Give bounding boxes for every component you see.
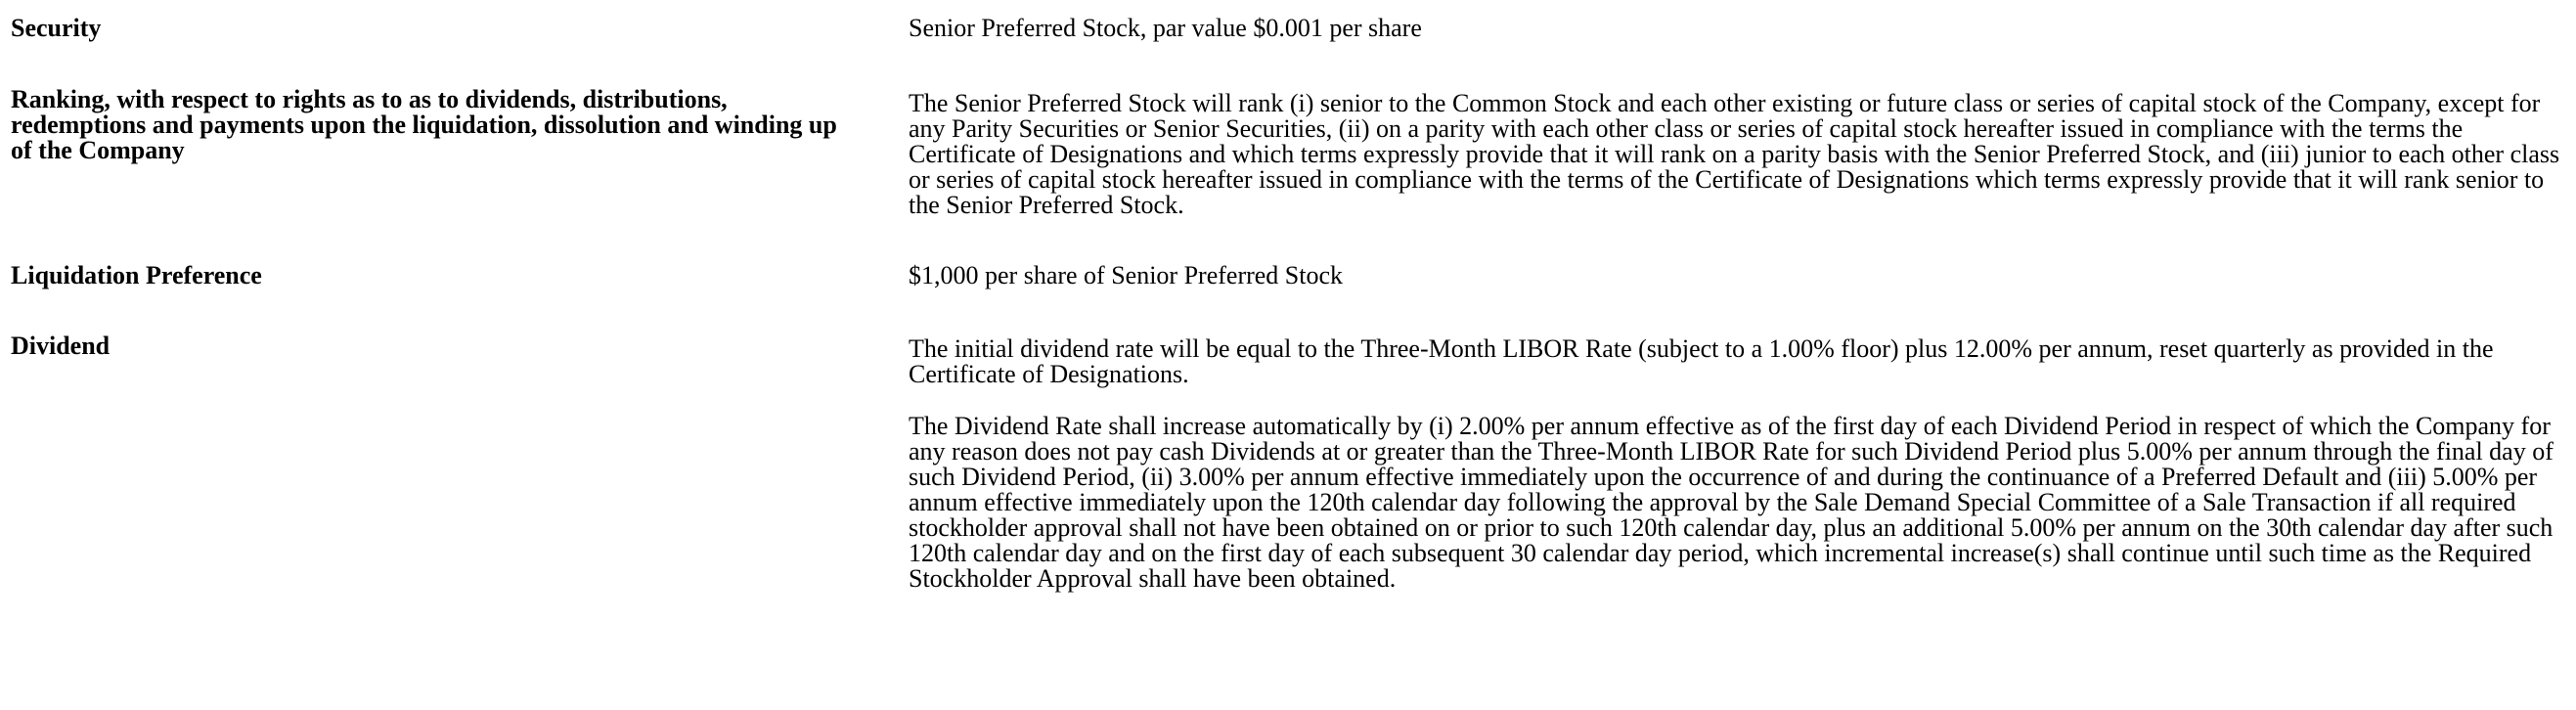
term-value-security xyxy=(909,16,2568,41)
term-label-ranking: Ranking, with respect to rights as to as to dividends, distributions, redemptions and payments upon the liquidation, dissolution and winding up of the Company xyxy=(11,85,837,164)
term-label-liquidation-preference: Liquidation Preference xyxy=(11,261,262,289)
term-sheet xyxy=(11,0,2568,592)
term-paragraph: The Dividend Rate shall increase automatically by (i) 2.00% per annum effective as of the first day of each Dividend Period in respect of which the Company for any reason does not pay cash Dividends at or greater than the Three-Month LIBOR Rate for such Dividend Period plus 5.00% per annum through the final day of such Dividend Period, (ii) 3.00% per annum effective immediately upon the occurrence of and during the continuance of a Preferred Default and (iii) 5.00% per annum effective immediately upon the 120th calendar day following the approval by the Sale Demand Special Committee of a Sale Transaction if all required stockholder approval shall not have been obtained on or prior to such 120th calendar day, plus an additional 5.00% per annum on the 30th calendar day after such 120th calendar day and on the first day of each subsequent 30 calendar day period, which incremental increase(s) shall continue until such time as the Required Stockholder Approval shall have been obtained. xyxy=(909,412,2554,593)
term-row-dividend xyxy=(11,333,2568,592)
term-value-dividend xyxy=(909,333,2568,592)
term-value-liquidation-preference xyxy=(909,263,2568,288)
term-paragraph: The Senior Preferred Stock will rank (i) senior to the Common Stock and each other existing or future class or series of capital stock of the Company, except for any Parity Securities or Senior Securities, (ii) on a parity with each other class or series of capital stock hereafter issued in compliance with the terms the Certificate of Designations and which terms expressly provide that it will rank on a parity basis with the Senior Preferred Stock, and (iii) junior to each other class or series of capital stock hereafter issued in compliance with the terms of the Certificate of Designations which terms expressly provide that it will rank senior to the Senior Preferred Stock. xyxy=(909,89,2560,219)
term-label-dividend: Dividend xyxy=(11,332,111,360)
term-row-liquidation-preference xyxy=(11,263,2568,288)
term-row-security xyxy=(11,0,2568,41)
term-value-ranking xyxy=(909,87,2568,218)
term-row-ranking xyxy=(11,87,2568,218)
term-paragraph: $1,000 per share of Senior Preferred Stock xyxy=(909,261,1344,289)
term-label-security: Security xyxy=(11,14,102,42)
term-paragraph: Senior Preferred Stock, par value $0.001 per share xyxy=(909,14,1422,42)
term-paragraph: The initial dividend rate will be equal to the Three-Month LIBOR Rate (subject to a 1.00% floor) plus 12.00% per annum, reset quarterly as provided in the Certificate of Designations. xyxy=(909,334,2494,388)
